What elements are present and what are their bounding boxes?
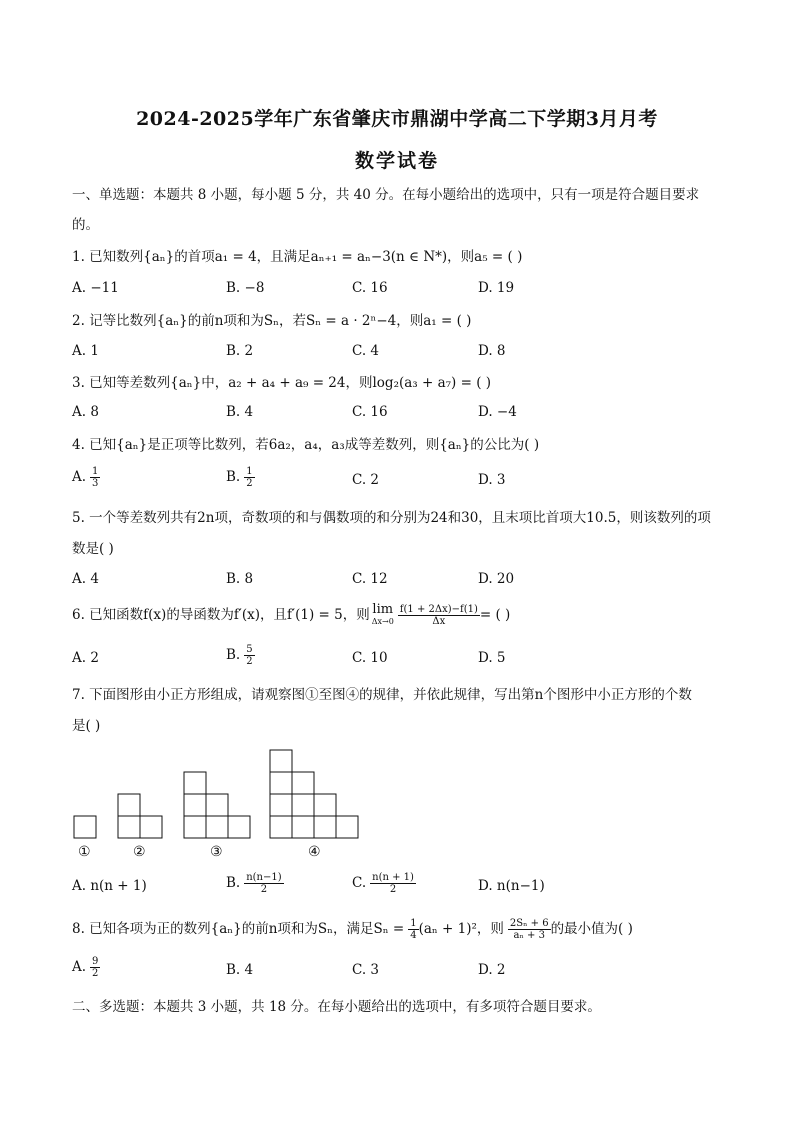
q6-option-a: A. 2 <box>72 650 99 666</box>
q7-option-a: A. n(n + 1) <box>72 878 147 894</box>
figure-label-1: ① <box>78 844 91 860</box>
unit-square <box>314 816 336 838</box>
q3-option-a: A. 8 <box>72 404 99 420</box>
q5-stem-line1: 5. 一个等差数列共有2n项，奇数项的和与偶数项的和分别为24和30，且末项比首项大10.5，则该数列的项 <box>72 510 711 526</box>
fraction-denominator: aₙ + 3 <box>513 930 545 941</box>
fraction-denominator: 2 <box>246 656 253 667</box>
q7-option-c <box>352 872 416 895</box>
q6-options <box>72 644 732 674</box>
q7-options <box>72 872 732 902</box>
figure-2-squares <box>118 794 162 838</box>
q4-options <box>72 466 732 496</box>
q5-options <box>72 571 732 591</box>
section1-header-line1: 一、单选题：本题共 8 小题，每小题 5 分，共 40 分。在每小题给出的选项中，只有一项是符合题目要求 <box>72 187 700 203</box>
unit-square <box>292 772 314 794</box>
unit-square <box>314 794 336 816</box>
q4-option-a-fraction <box>90 466 100 489</box>
fraction-numerator: f(1 + 2Δx)−f(1) <box>399 604 478 615</box>
q4-option-b-label: B. <box>226 469 241 485</box>
q7-stem-line2: 是( ) <box>72 718 101 734</box>
q1-option-d: D. 19 <box>478 280 515 296</box>
q8-stem-mid: (aₙ + 1)²，则 <box>418 921 504 937</box>
unit-square <box>336 816 358 838</box>
q1-option-a: A. −11 <box>72 280 119 296</box>
q6-option-d: D. 5 <box>478 650 506 666</box>
figure-label-4: ④ <box>308 844 321 860</box>
fraction-denominator: 2 <box>260 884 268 895</box>
fraction-numerator: 1 <box>92 466 99 477</box>
q6-option-b-label: B. <box>226 647 241 663</box>
q8-option-c: C. 3 <box>352 962 380 978</box>
exam-title: 2024-2025学年广东省肇庆市鼎湖中学高二下学期3月月考 <box>136 108 658 130</box>
q4-option-a-label: A. <box>72 469 87 485</box>
fraction-denominator: 2 <box>389 884 397 895</box>
q4-option-b <box>226 466 255 489</box>
q6-option-b-fraction <box>244 644 254 667</box>
q8-option-a-fraction <box>90 956 100 979</box>
q1-options <box>72 280 732 300</box>
q3-stem: 3. 已知等差数列{aₙ}中，a₂ + a₄ + a₉ = 24，则log₂(a₃ + a₇) = ( ) <box>72 375 492 391</box>
q7-option-c-label: C. <box>352 875 367 891</box>
q2-option-b: B. 2 <box>226 343 254 359</box>
q6-option-c: C. 10 <box>352 650 388 666</box>
q5-option-b: B. 8 <box>226 571 254 587</box>
limit-word: lim <box>372 601 394 617</box>
q4-option-b-fraction <box>244 466 254 489</box>
unit-square <box>270 772 292 794</box>
fraction-denominator: 4 <box>410 930 417 941</box>
fraction-numerator: 2Sₙ + 6 <box>509 918 549 929</box>
fraction-numerator: 1 <box>410 918 417 929</box>
q8-stem <box>72 912 633 946</box>
fraction-numerator: n(n + 1) <box>372 872 414 883</box>
q2-option-d: D. 8 <box>478 343 506 359</box>
fraction-numerator: 5 <box>246 644 253 655</box>
unit-square <box>292 816 314 838</box>
fraction-denominator: 2 <box>92 968 99 979</box>
figure-label-2: ② <box>133 844 146 860</box>
q7-option-b-label: B. <box>226 875 241 891</box>
q4-stem: 4. 已知{aₙ}是正项等比数列，若6a₂，a₄，a₃成等差数列，则{aₙ}的公比为( ) <box>72 437 540 453</box>
q2-option-a: A. 1 <box>72 343 99 359</box>
q7-square-pattern-figure <box>60 744 380 864</box>
figure-3-squares <box>184 772 250 838</box>
q6-stem <box>72 598 510 632</box>
unit-square <box>206 794 228 816</box>
q8-stem-post: 的最小值为( ) <box>550 921 633 937</box>
q7-stem-line1: 7. 下面图形由小正方形组成，请观察图①至图④的规律，并依此规律，写出第n个图形中小正方形的个数 <box>72 687 692 703</box>
unit-square <box>270 750 292 772</box>
q2-stem: 2. 记等比数列{aₙ}的前n项和为Sₙ，若Sₙ = a · 2ⁿ−4，则a₁ = ( ) <box>72 313 472 329</box>
q5-option-c: C. 12 <box>352 571 388 587</box>
fraction-numerator: n(n−1) <box>246 872 282 883</box>
q7-option-d: D. n(n−1) <box>478 878 545 894</box>
q6-stem-post: = ( ) <box>479 607 511 623</box>
q8-target-fraction <box>508 918 551 941</box>
figure-4-squares <box>270 750 358 838</box>
q2-option-c: C. 4 <box>352 343 380 359</box>
unit-square <box>118 816 140 838</box>
fraction-numerator: 1 <box>246 466 253 477</box>
section2-header: 二、多选题：本题共 3 小题，共 18 分。在每小题给出的选项中，有多项符合题目要求。 <box>72 999 601 1015</box>
q5-stem-line2: 数是( ) <box>72 541 114 557</box>
q8-option-a-label: A. <box>72 959 87 975</box>
figure-label-3: ③ <box>210 844 223 860</box>
unit-square <box>292 794 314 816</box>
q6-difference-quotient <box>398 604 480 627</box>
q8-quarter-fraction <box>408 918 418 941</box>
fraction-denominator: 2 <box>246 478 253 489</box>
q4-option-c: C. 2 <box>352 472 380 488</box>
q8-option-a <box>72 956 100 979</box>
fraction-numerator: 9 <box>92 956 99 967</box>
exam-subtitle: 数学试卷 <box>354 150 439 172</box>
q3-options <box>72 404 732 424</box>
fraction-denominator: Δx <box>432 616 446 627</box>
fraction-denominator: 3 <box>92 478 99 489</box>
unit-square <box>228 816 250 838</box>
figure-1-squares <box>74 816 96 838</box>
unit-square <box>184 772 206 794</box>
unit-square <box>184 794 206 816</box>
q4-option-d: D. 3 <box>478 472 506 488</box>
q7-option-c-fraction <box>370 872 416 895</box>
unit-square <box>184 816 206 838</box>
limit-subscript: Δx→0 <box>371 616 394 626</box>
q6-limit <box>371 601 394 628</box>
unit-square <box>118 794 140 816</box>
q8-option-b: B. 4 <box>226 962 254 978</box>
q4-option-a <box>72 466 100 489</box>
q6-stem-pre: 6. 已知函数f(x)的导函数为f′(x)，且f′(1) = 5，则 <box>72 607 370 623</box>
q3-option-b: B. 4 <box>226 404 254 420</box>
section1-header-line2: 的。 <box>72 217 99 233</box>
q8-options <box>72 956 732 986</box>
q8-stem-pre: 8. 已知各项为正的数列{aₙ}的前n项和为Sₙ，满足Sₙ = <box>72 921 405 937</box>
q6-option-b <box>226 644 255 667</box>
q8-option-d: D. 2 <box>478 962 506 978</box>
q2-options <box>72 343 732 363</box>
q1-stem: 1. 已知数列{aₙ}的首项a₁ = 4，且满足aₙ₊₁ = aₙ−3(n ∈ N*)，则a₅ = ( ) <box>72 249 523 265</box>
q3-option-d: D. −4 <box>478 404 517 420</box>
q1-option-b: B. −8 <box>226 280 265 296</box>
q7-option-b <box>226 872 284 895</box>
unit-square <box>206 816 228 838</box>
q5-option-d: D. 20 <box>478 571 515 587</box>
q7-option-b-fraction <box>244 872 283 895</box>
unit-square <box>74 816 96 838</box>
unit-square <box>140 816 162 838</box>
q5-option-a: A. 4 <box>72 571 99 587</box>
q1-option-c: C. 16 <box>352 280 388 296</box>
q3-option-c: C. 16 <box>352 404 388 420</box>
unit-square <box>270 794 292 816</box>
unit-square <box>270 816 292 838</box>
